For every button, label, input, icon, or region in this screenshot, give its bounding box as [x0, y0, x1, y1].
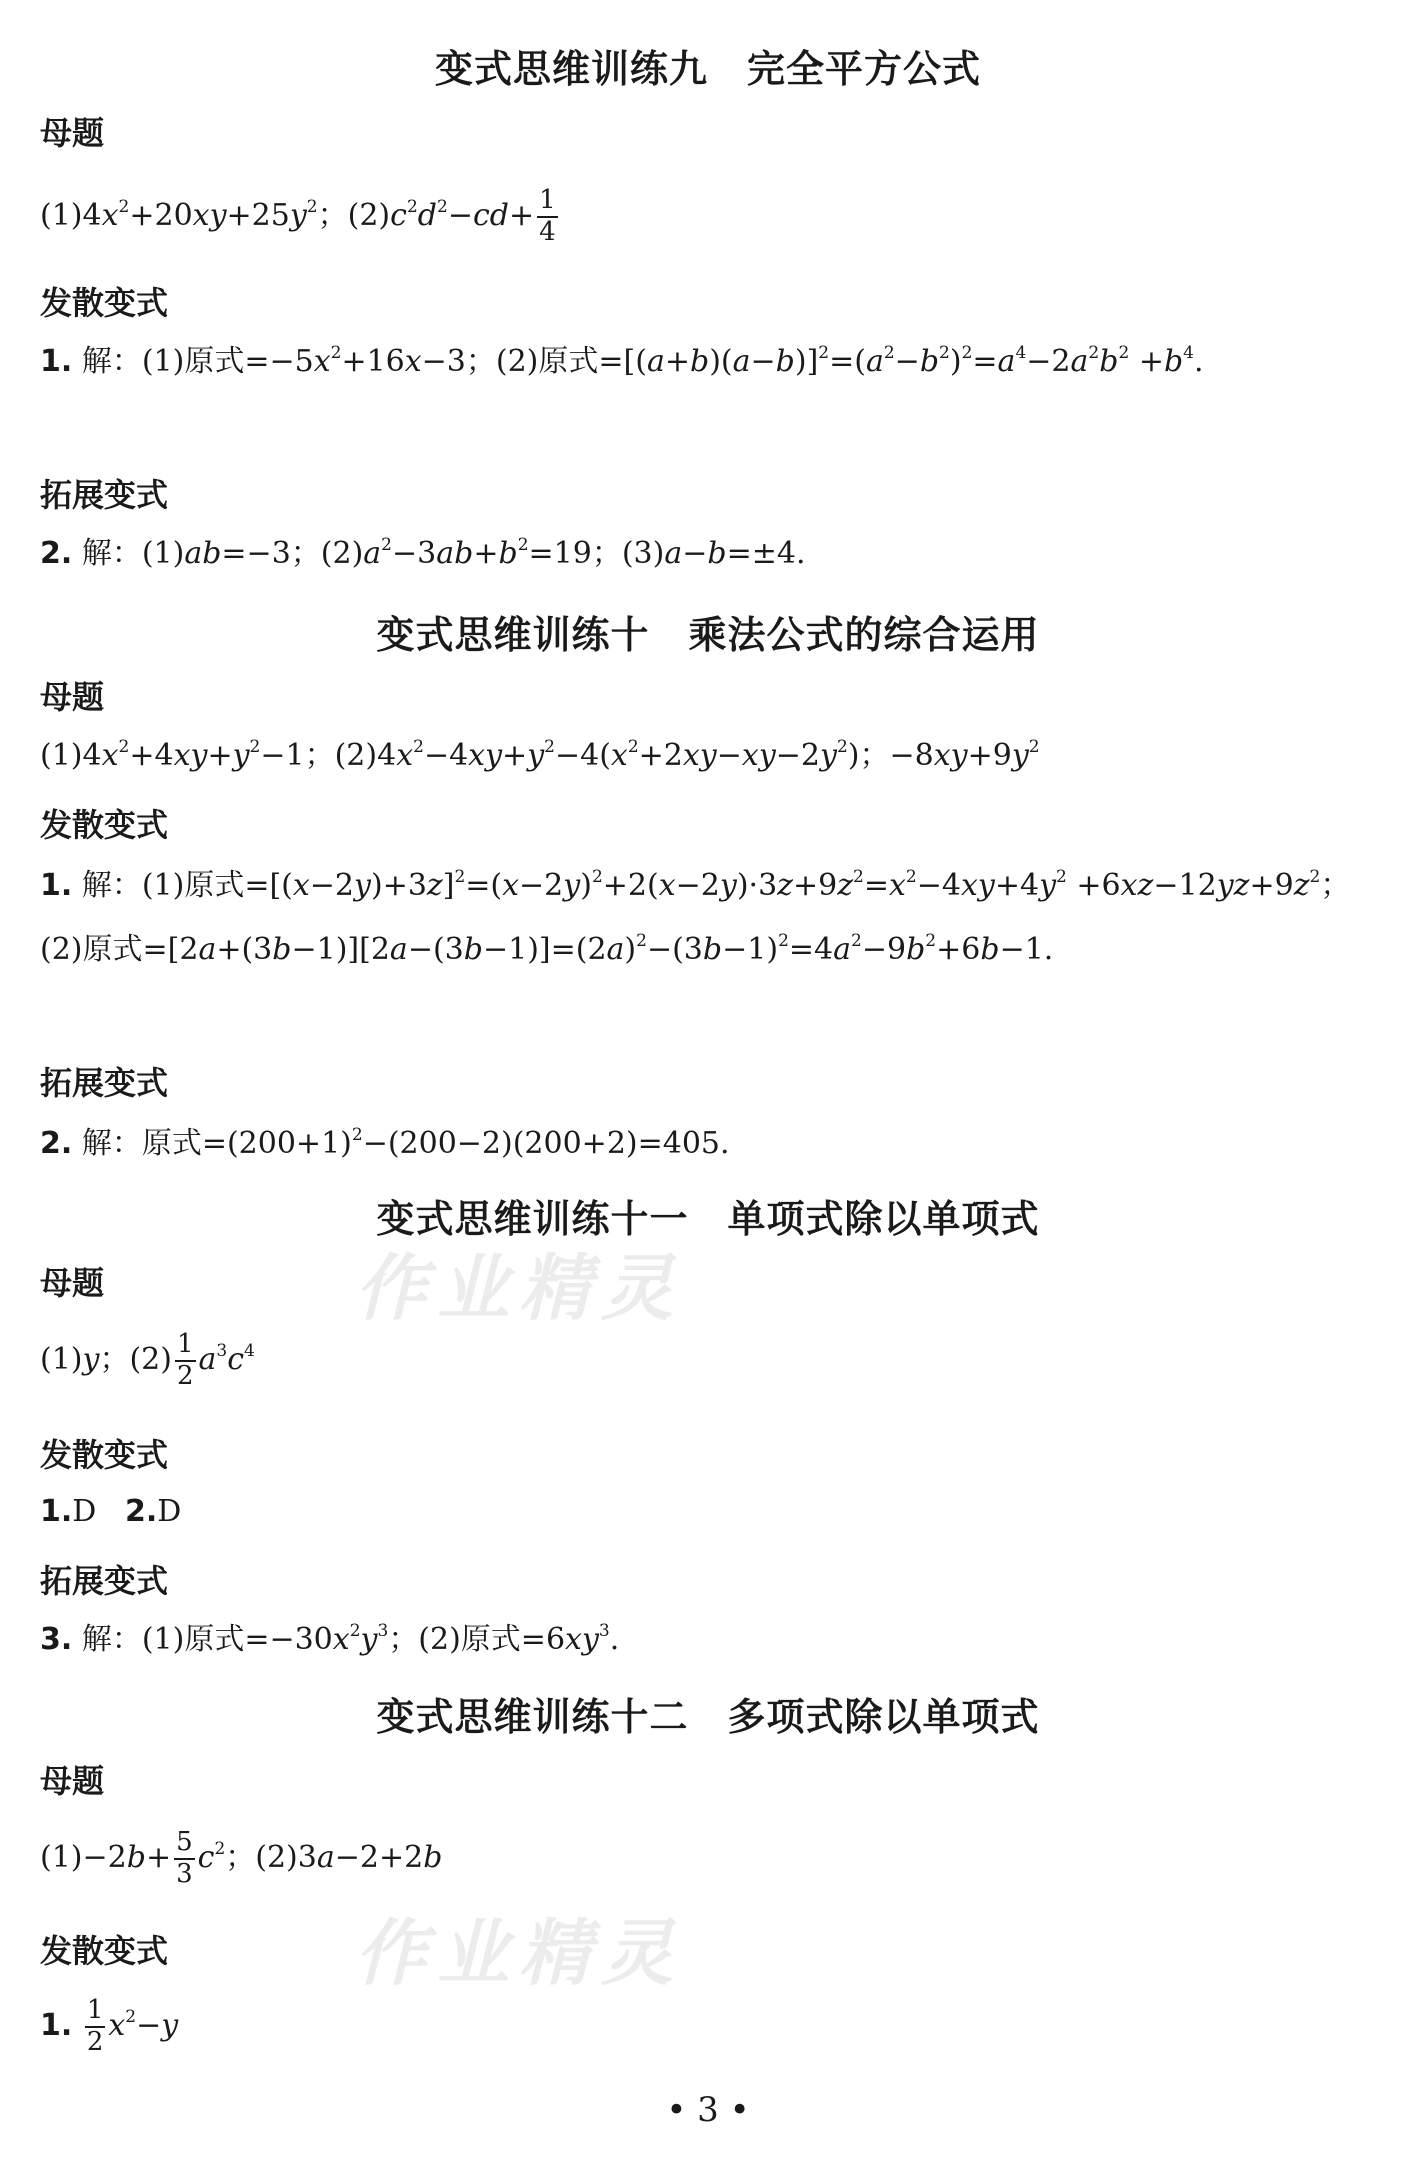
fraction: $\frac{1}{4}$	[539, 185, 556, 247]
fraction: $\frac{5}{3}$	[176, 1827, 193, 1889]
watermark: 作业精灵	[355, 1911, 684, 1995]
divergent-variant-label: 发散变式	[40, 1436, 169, 1474]
section-title: 变式思维训练十二 多项式除以单项式	[376, 1695, 1040, 1739]
extended-answer: 3. 解：(1)原式$=-30x^2y^3$；(2)原式$=6xy^3$.	[40, 1621, 620, 1657]
fraction: $\frac{1}{2}$	[86, 1995, 104, 2057]
mother-problem-label: 母题	[40, 1264, 105, 1302]
fraction: $\frac{1}{2}$	[176, 1329, 194, 1391]
divergent-answer: 1. $\frac{1}{2}$ $x^2-y$	[40, 1995, 179, 2057]
mother-problem-label: 母题	[40, 1762, 105, 1800]
divergent-answer: 1. 解：(1)原式$=[(x-2y)+3z]^2=(x-2y)^2+2(x-2y)\cdot 3z+9z^2=x^2-4xy+4y^2 +6xz-12yz+9z^2$；(2)原式$=[2a+(3b-1)][2a-(3b-1)]=(2a)^2-(3b-1)^2=4a^2-9b^2+6b-1$.	[40, 867, 1351, 967]
extended-variant-label: 拓展变式	[40, 1562, 169, 1600]
divergent-variant-label: 发散变式	[40, 1932, 169, 1970]
mother-problem-answer: (1)y；(2) $\frac{1}{2}$ $a^3c^4$	[40, 1329, 255, 1391]
section-title: 变式思维训练十一 单项式除以单项式	[376, 1197, 1040, 1241]
divergent-answer: 1. 解：(1)原式$=-5x^2+16x-3$；(2)原式$=[(a+b)(a-b)]^2=(a^2-b^2)^2=a^4-2a^2b^2 +b^4$.	[40, 343, 1204, 379]
divergent-variant-label: 发散变式	[40, 284, 169, 322]
mother-problem-answer: $(1)4x^2+4xy+y^2-1$；$(2)4x^2-4xy+y^2-4(x^2+2xy-xy-2y^2)$；$-8xy+9y^2$	[40, 737, 1040, 773]
mother-problem-label: 母题	[40, 678, 105, 716]
divergent-variant-label: 发散变式	[40, 806, 169, 844]
extended-variant-label: 拓展变式	[40, 1064, 169, 1102]
extended-variant-label: 拓展变式	[40, 476, 169, 514]
divergent-answer: 1.D 2.D	[40, 1494, 182, 1529]
extended-answer: 2. 解：(1)ab=−3；$(2)a^2-3ab+b^2=19$；(3)a−b=±4.	[40, 535, 806, 571]
extended-answer: 2. 解：原式$=(200+1)^2-(200-2)(200+2)=405$.	[40, 1125, 730, 1161]
mother-problem-label: 母题	[40, 114, 105, 152]
mother-problem-answer: (1)−2b+ $\frac{5}{3}$ $c^2$；(2)3a−2+2b	[40, 1827, 443, 1889]
section-title: 变式思维训练十 乘法公式的综合运用	[376, 613, 1040, 657]
page-number: • 3 •	[666, 2090, 750, 2130]
watermark: 作业精灵	[355, 1246, 684, 1330]
section-title: 变式思维训练九 完全平方公式	[434, 47, 981, 91]
mother-problem-answer: $(1)4x^2+20xy+25y^2$；$(2)c^2d^2-cd+$ $\frac{1}{4}$	[40, 185, 556, 247]
